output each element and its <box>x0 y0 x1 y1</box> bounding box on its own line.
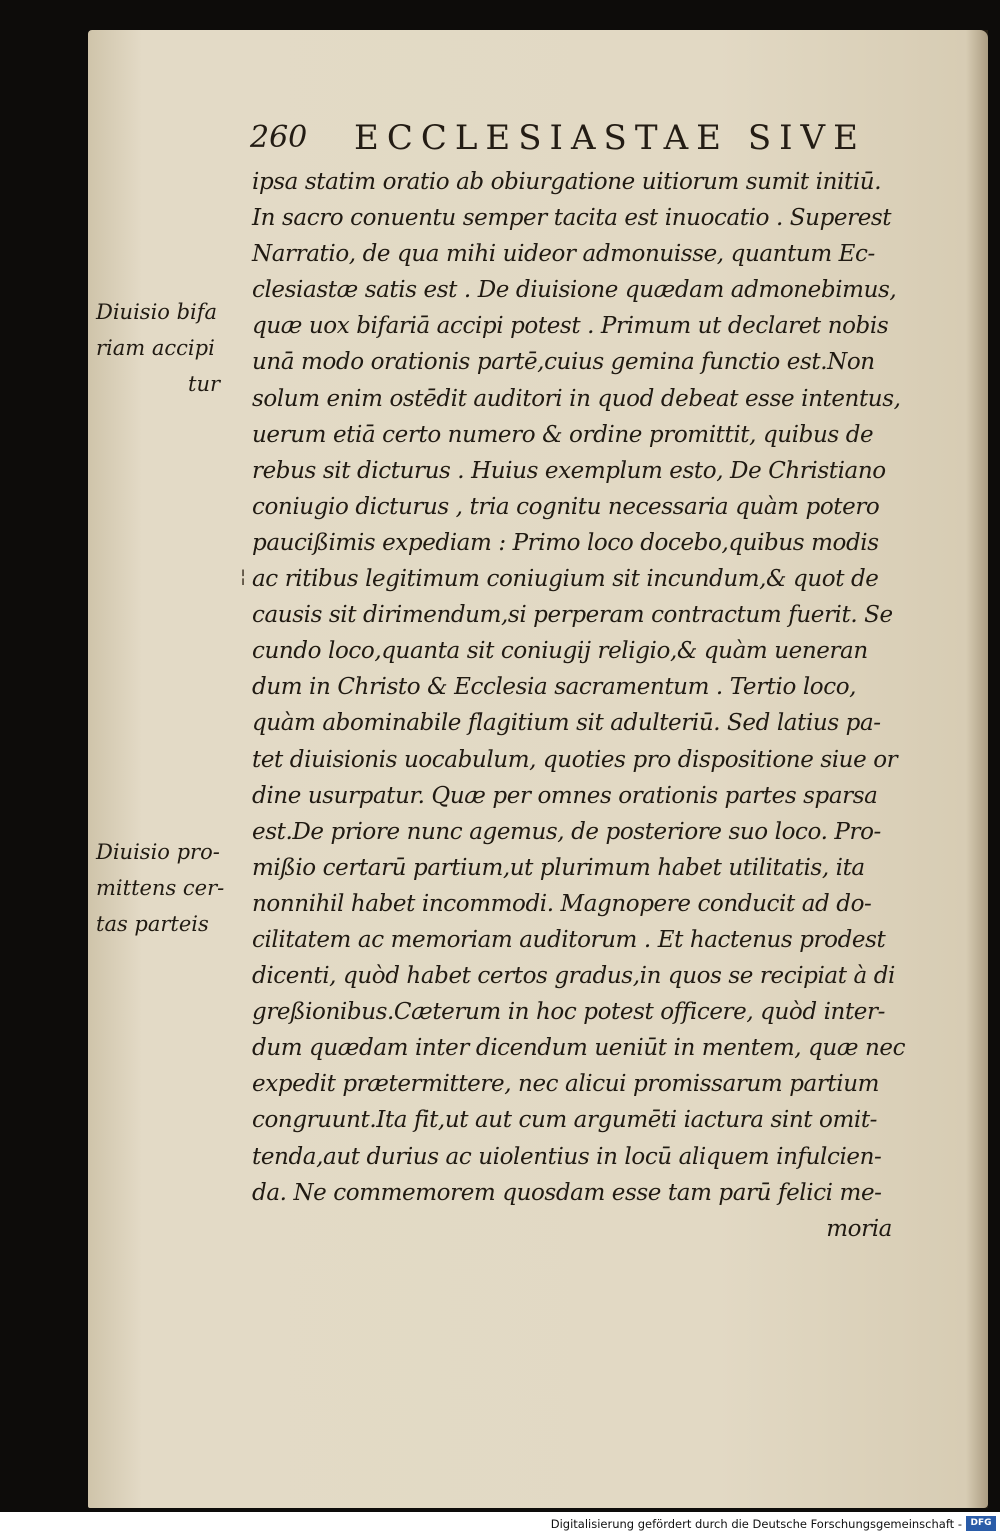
page-number: 260 <box>250 120 308 155</box>
text-line: ac ritibus legitimum coniugium sit incundum,& quot de <box>252 566 879 593</box>
text-line: mißio certarū partium,ut plurimum habet utilitatis, ita <box>252 854 865 881</box>
page-edge-shadow <box>966 30 988 1508</box>
dfg-logo: DFG <box>966 1516 996 1531</box>
text-line: paucißimis expediam : Primo loco docebo,quibus modis <box>252 529 879 556</box>
text-line: da. Ne commemorem quosdam esse tam parū felici me- <box>252 1179 882 1206</box>
margin-note-line: riam accipi <box>96 336 215 360</box>
text-line: In sacro conuentu semper tacita est inuocatio . Superest <box>252 205 892 232</box>
body-text <box>252 164 906 1247</box>
text-line: causis sit dirimendum,si perperam contractum fuerit. Se <box>252 602 893 629</box>
running-head: ECCLESIASTAE SIVE <box>354 118 866 158</box>
catchword: moria <box>826 1215 892 1242</box>
text-line: cundo loco,quanta sit coniugij religio,& quàm ueneran <box>252 638 868 665</box>
text-line: quæ uox bifariā accipi potest . Primum ut declaret nobis <box>252 313 889 340</box>
text-line: est.De priore nunc agemus, de posteriore suo loco. Pro- <box>252 818 881 845</box>
text-line: unā modo orationis partē,cuius gemina functio est.Non <box>252 349 875 376</box>
margin-note-line: tur <box>188 372 221 396</box>
text-line: dum quædam inter dicendum ueniūt in mentem, quæ nec <box>252 1035 906 1062</box>
margin-note-line: mittens cer- <box>96 876 225 900</box>
margin-note-line: tas parteis <box>96 912 209 936</box>
text-line: tet diuisionis uocabulum, quoties pro dispositione siue or <box>252 746 898 773</box>
text-line: congruunt.Ita fit,ut aut cum argumēti iactura sint omit- <box>252 1107 878 1134</box>
footer-bar <box>0 1512 1000 1537</box>
text-line: cilitatem ac memoriam auditorum . Et hactenus prodest <box>252 926 886 953</box>
funding-credit: Digitalisierung gefördert durch die Deutsche Forschungsgemeinschaft - <box>550 1517 962 1531</box>
text-line: nonnihil habet incommodi. Magnopere conducit ad do- <box>252 890 872 917</box>
text-line: tenda,aut durius ac uiolentius in locū aliquem infulcien- <box>252 1143 882 1170</box>
stray-ink-mark: ¦ <box>240 566 247 587</box>
text-line: expedit prætermittere, nec alicui promissarum partium <box>252 1071 880 1098</box>
page-header <box>250 112 890 162</box>
margin-note-line: Diuisio bifa <box>96 300 218 324</box>
text-line: dicenti, quòd habet certos gradus,in quos se recipiat à di <box>252 963 896 990</box>
text-line: coniugio dicturus , tria cognitu necessaria quàm potero <box>252 493 880 520</box>
margin-note-line: Diuisio pro- <box>96 840 220 864</box>
text-line: dine usurpatur. Quæ per omnes orationis partes sparsa <box>252 782 878 809</box>
text-line: clesiastæ satis est . De diuisione quædam admonebimus, <box>252 277 897 304</box>
margin-note-1 <box>96 294 220 402</box>
text-line: quàm abominabile flagitium sit adulteriū. Sed latius pa- <box>252 710 881 737</box>
text-line: ipsa statim oratio ab obiurgatione uitiorum sumit initiū. <box>252 169 882 195</box>
text-line: dum in Christo & Ecclesia sacramentum . Tertio loco, <box>252 674 857 701</box>
text-line: greßionibus.Cæterum in hoc potest officere, quòd inter- <box>252 999 885 1026</box>
text-line: solum enim ostēdit auditori in quod debeat esse intentus, <box>252 385 901 412</box>
text-line: Narratio, de qua mihi uideor admonuisse, quantum Ec- <box>252 241 875 268</box>
margin-note-2 <box>96 834 224 942</box>
text-line: uerum etiā certo numero & ordine promittit, quibus de <box>252 421 874 448</box>
text-line: rebus sit dicturus . Huius exemplum esto, De Christiano <box>252 457 886 484</box>
